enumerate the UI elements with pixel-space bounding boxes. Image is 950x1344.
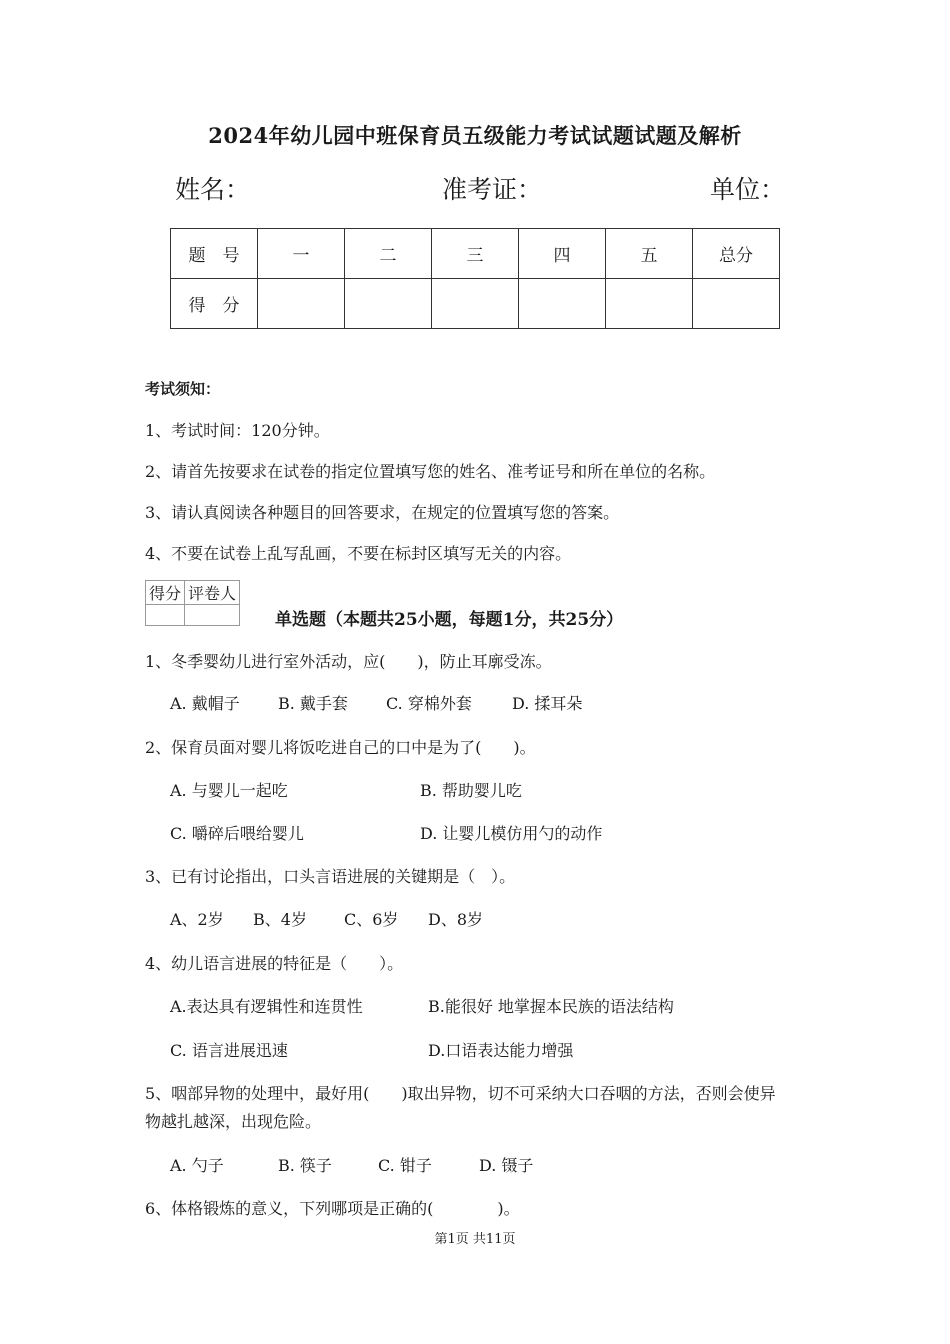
- score-table: [170, 228, 780, 329]
- option: C、6岁: [344, 910, 399, 929]
- question-stem: 1、冬季婴幼儿进行室外活动，应( )，防止耳廓受冻。: [145, 652, 552, 671]
- option: D. 让婴儿模仿用勺的动作: [420, 824, 603, 843]
- question-stem-continued: 物越扎越深，出现危险。: [145, 1112, 322, 1131]
- notice-heading: 考试须知：: [145, 380, 221, 398]
- notice-item: 1、考试时间：120分钟。: [145, 421, 330, 440]
- option: D.口语表达能力增强: [428, 1041, 574, 1060]
- score-table-cell: 总分: [693, 229, 780, 279]
- option: A、2岁: [170, 910, 224, 929]
- notice-item: 4、不要在试卷上乱写乱画，不要在标封区填写无关的内容。: [145, 544, 572, 563]
- grader-score-cell[interactable]: [146, 605, 185, 626]
- question-stem: 6、体格锻炼的意义，下列哪项是正确的( )。: [145, 1199, 520, 1218]
- grader-name-cell[interactable]: [185, 605, 240, 626]
- option: C. 语言进展迅速: [170, 1041, 288, 1060]
- score-table-cell: 四: [519, 229, 606, 279]
- option: D、8岁: [428, 910, 484, 929]
- section-title: 单选题（本题共25小题，每题1分，共25分）: [275, 610, 624, 630]
- score-table-header-row: [171, 229, 780, 279]
- option: B. 筷子: [278, 1156, 332, 1175]
- score-input-cell[interactable]: [432, 279, 519, 329]
- page-footer: 第1页 共11页: [434, 1232, 516, 1247]
- score-input-cell[interactable]: [519, 279, 606, 329]
- question-stem: 4、幼儿语言进展的特征是（ ）。: [145, 954, 404, 973]
- score-table-cell: 五: [606, 229, 693, 279]
- option: B.能很好 地掌握本民族的语法结构: [428, 997, 674, 1016]
- unit-label: 单位：: [710, 175, 786, 204]
- option: B. 戴手套: [278, 694, 348, 713]
- score-table-cell: 题 号: [171, 229, 258, 279]
- exam-id-label: 准考证：: [442, 175, 543, 204]
- name-label: 姓名：: [175, 175, 251, 204]
- option: C. 钳子: [378, 1156, 432, 1175]
- score-input-cell[interactable]: [345, 279, 432, 329]
- grader-name-label: 评卷人: [185, 581, 240, 605]
- option: D. 镊子: [479, 1156, 534, 1175]
- score-table-cell: 一: [258, 229, 345, 279]
- option: A.表达具有逻辑性和连贯性: [170, 997, 363, 1016]
- option: B、4岁: [253, 910, 307, 929]
- score-table-score-row: [171, 279, 780, 329]
- score-input-cell[interactable]: [693, 279, 780, 329]
- option: A. 勺子: [170, 1156, 224, 1175]
- option: D. 揉耳朵: [512, 694, 583, 713]
- notice-item: 3、请认真阅读各种题目的回答要求，在规定的位置填写您的答案。: [145, 503, 620, 522]
- notice-item: 2、请首先按要求在试卷的指定位置填写您的姓名、准考证号和所在单位的名称。: [145, 462, 716, 481]
- grader-score-label: 得分: [146, 581, 185, 605]
- score-input-cell[interactable]: [606, 279, 693, 329]
- option: B. 帮助婴儿吃: [420, 781, 522, 800]
- option: A. 戴帽子: [170, 694, 240, 713]
- score-table-cell: 二: [345, 229, 432, 279]
- grader-box: [145, 580, 240, 626]
- option: C. 穿棉外套: [386, 694, 472, 713]
- question-stem: 5、咽部异物的处理中，最好用( )取出异物，切不可采纳大口吞咽的方法，否则会使异: [145, 1084, 776, 1103]
- document-title: 2024年幼儿园中班保育员五级能力考试试题试题及解析: [208, 123, 742, 148]
- question-stem: 3、已有讨论指出，口头言语进展的关键期是（ ）。: [145, 867, 516, 886]
- score-table-cell: 得 分: [171, 279, 258, 329]
- score-table-cell: 三: [432, 229, 519, 279]
- option: C. 嚼碎后喂给婴儿: [170, 824, 304, 843]
- option: A. 与婴儿一起吃: [170, 781, 288, 800]
- question-stem: 2、保育员面对婴儿将饭吃进自己的口中是为了( )。: [145, 738, 536, 757]
- score-input-cell[interactable]: [258, 279, 345, 329]
